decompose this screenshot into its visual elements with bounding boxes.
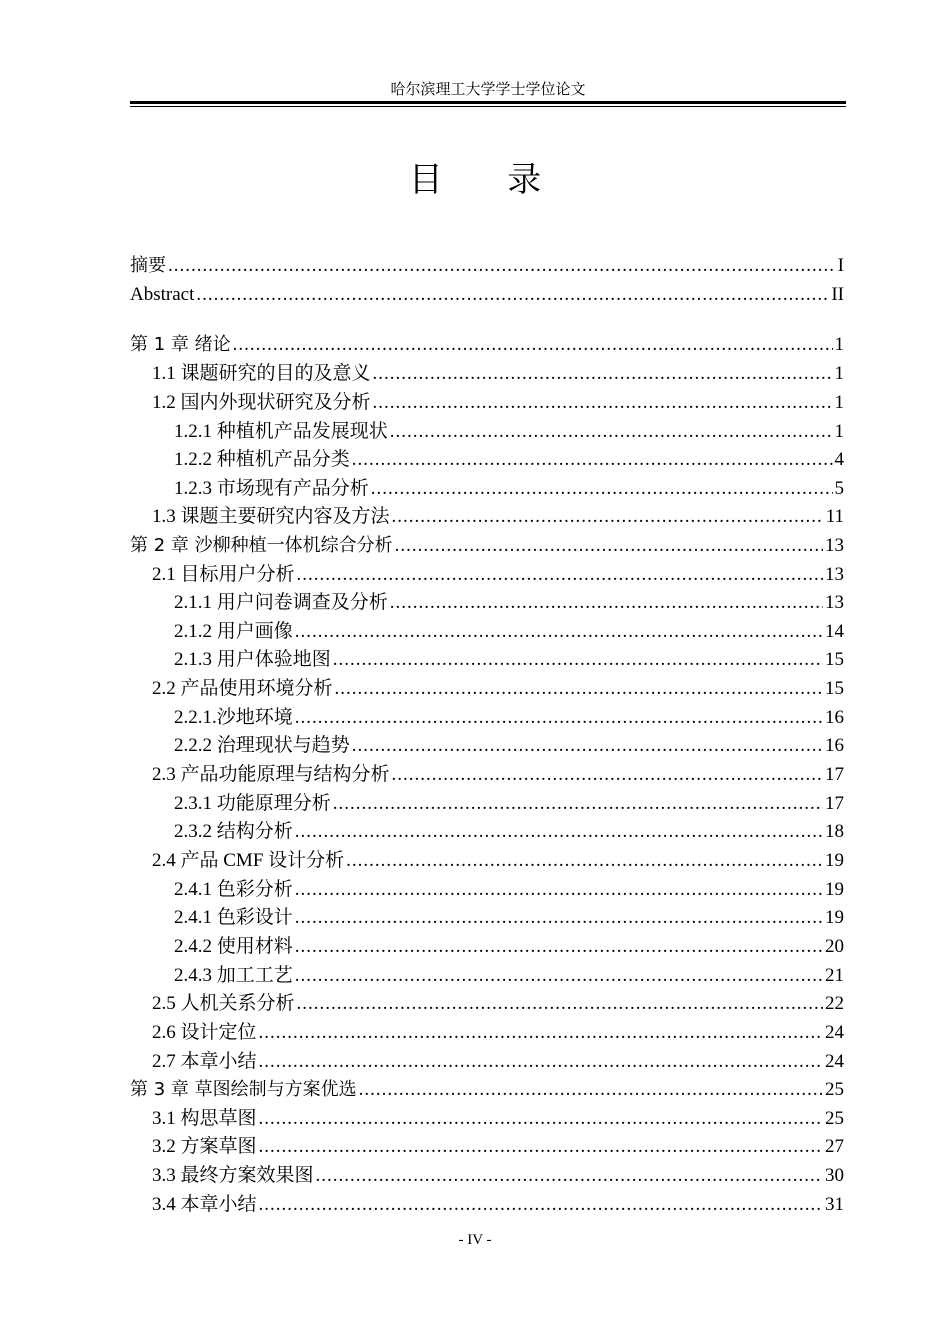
toc-entry-page: 19: [825, 879, 844, 900]
toc-entry[interactable]: [130, 331, 844, 357]
toc-entry-label: 3.2 方案草图: [152, 1136, 257, 1157]
toc-entry-page: 25: [825, 1108, 844, 1129]
toc-entry-page: 14: [825, 621, 844, 642]
toc-dot-leader: [233, 333, 833, 357]
toc-entry-page: 24: [825, 1051, 844, 1072]
toc-entry-page: 25: [825, 1079, 844, 1100]
toc-dot-leader: [352, 734, 823, 758]
toc-entry[interactable]: [152, 761, 844, 787]
toc-entry[interactable]: [174, 418, 844, 444]
toc-entry[interactable]: [152, 990, 844, 1016]
toc-dot-leader: [259, 1193, 823, 1217]
toc-entry-page: 24: [825, 1022, 844, 1043]
toc-entry-page: 1: [834, 392, 844, 413]
toc-entry-page: 17: [825, 793, 844, 814]
toc-dot-leader: [259, 1135, 823, 1159]
toc-dot-leader: [196, 283, 829, 307]
toc-dot-leader: [295, 706, 823, 730]
toc-entry-label: 3.1 构思草图: [152, 1108, 257, 1129]
running-header: 哈尔滨理工大学学士学位论文: [390, 82, 586, 98]
page-number-footer: - IV -: [458, 1232, 492, 1248]
toc-entry[interactable]: [152, 1162, 844, 1188]
toc-dot-leader: [295, 906, 823, 930]
toc-dot-leader: [352, 448, 833, 472]
toc-entry-label: 2.4.1 色彩设计: [174, 907, 293, 928]
toc-dot-leader: [392, 763, 823, 787]
toc-dot-leader: [373, 391, 833, 415]
toc-entry[interactable]: [174, 962, 844, 988]
toc-dot-leader: [297, 563, 823, 587]
toc-entry[interactable]: [174, 818, 844, 844]
toc-dot-leader: [346, 849, 823, 873]
toc-entry-label: 2.1.2 用户画像: [174, 621, 293, 642]
toc-entry-page: 13: [825, 535, 844, 556]
toc-dot-leader: [259, 1050, 823, 1074]
toc-entry-label: 2.4 产品 CMF 设计分析: [152, 850, 345, 871]
toc-dot-leader: [168, 254, 836, 278]
toc-entry-label: 2.2.1.沙地环境: [174, 707, 293, 728]
toc-entry-label: 1.3 课题主要研究内容及方法: [152, 506, 390, 527]
toc-entry-label: 1.2 国内外现状研究及分析: [152, 392, 371, 413]
toc-entry-page: 15: [825, 649, 844, 670]
toc-entry-label: 1.2.1 种植机产品发展现状: [174, 421, 388, 442]
toc-entry[interactable]: [174, 904, 844, 930]
toc-entry[interactable]: [130, 252, 844, 278]
toc-dot-leader: [390, 591, 823, 615]
toc-entry[interactable]: [152, 1133, 844, 1159]
toc-dot-leader: [295, 820, 823, 844]
toc-entry-page: II: [831, 284, 844, 305]
toc-dot-leader: [316, 1164, 823, 1188]
toc-entry[interactable]: [174, 732, 844, 758]
toc-entry[interactable]: [174, 704, 844, 730]
toc-dot-leader: [373, 362, 833, 386]
toc-entry[interactable]: [174, 646, 844, 672]
toc-entry-label: 第 1 章 绪论: [130, 334, 231, 355]
toc-dot-leader: [359, 1078, 823, 1102]
toc-entry-page: 16: [825, 707, 844, 728]
toc-entry-label: 2.6 设计定位: [152, 1022, 257, 1043]
toc-entry-label: 2.3.1 功能原理分析: [174, 793, 331, 814]
page-title: 目 录: [408, 162, 570, 199]
toc-entry-page: 4: [834, 449, 844, 470]
toc-entry[interactable]: [130, 281, 844, 307]
toc-entry-page: 16: [825, 735, 844, 756]
header-rule-thin: [130, 106, 846, 107]
toc-entry[interactable]: [152, 1019, 844, 1045]
toc-dot-leader: [259, 1107, 823, 1131]
toc-entry[interactable]: [174, 589, 844, 615]
toc-entry-page: 1: [834, 363, 844, 384]
toc-entry-page: 20: [825, 936, 844, 957]
toc-dot-leader: [371, 477, 833, 501]
toc-dot-leader: [295, 964, 823, 988]
toc-dot-leader: [259, 1021, 823, 1045]
toc-entry-page: 19: [825, 850, 844, 871]
toc-entry-page: I: [837, 255, 844, 276]
toc-entry-label: 2.1 目标用户分析: [152, 564, 295, 585]
toc-entry-label: 2.1.1 用户问卷调查及分析: [174, 592, 388, 613]
toc-entry-label: 2.4.2 使用材料: [174, 936, 293, 957]
toc-entry-page: 18: [825, 821, 844, 842]
toc-dot-leader: [295, 878, 823, 902]
toc-entry-label: 1.1 课题研究的目的及意义: [152, 363, 371, 384]
toc-entry-page: 1: [834, 421, 844, 442]
toc-dot-leader: [335, 677, 823, 701]
toc-dot-leader: [297, 992, 823, 1016]
toc-entry-label: 第 2 章 沙柳种植一体机综合分析: [130, 535, 393, 556]
toc-entry-page: 30: [825, 1165, 844, 1186]
toc-entry-page: 5: [834, 478, 844, 499]
toc-entry[interactable]: [152, 360, 844, 386]
toc-entry[interactable]: [152, 847, 844, 873]
toc-entry[interactable]: [174, 446, 844, 472]
toc-entry-label: 2.5 人机关系分析: [152, 993, 295, 1014]
toc-entry[interactable]: [152, 1105, 844, 1131]
toc-dot-leader: [392, 505, 824, 529]
toc-entry[interactable]: [130, 532, 844, 558]
toc-entry-page: 11: [825, 506, 844, 527]
toc-dot-leader: [333, 792, 823, 816]
toc-entry-label: 2.3 产品功能原理与结构分析: [152, 764, 390, 785]
toc-entry-label: 3.3 最终方案效果图: [152, 1165, 314, 1186]
toc-entry[interactable]: [152, 1191, 844, 1217]
toc-entry-label: 1.2.3 市场现有产品分析: [174, 478, 369, 499]
toc-entry[interactable]: [130, 1076, 844, 1102]
toc-entry[interactable]: [174, 790, 844, 816]
toc-entry-page: 13: [825, 592, 844, 613]
toc-dot-leader: [333, 648, 823, 672]
toc-entry[interactable]: [152, 1048, 844, 1074]
toc-entry-label: 2.7 本章小结: [152, 1051, 257, 1072]
toc-entry-page: 31: [825, 1194, 844, 1215]
toc-entry-label: 2.1.3 用户体验地图: [174, 649, 331, 670]
toc-entry-label: 2.4.3 加工工艺: [174, 965, 293, 986]
toc-entry[interactable]: [152, 389, 844, 415]
toc-entry-page: 15: [825, 678, 844, 699]
toc-entry[interactable]: [174, 475, 844, 501]
toc-entry-label: 2.4.1 色彩分析: [174, 879, 293, 900]
toc-entry[interactable]: [152, 561, 844, 587]
toc-entry-label: 1.2.2 种植机产品分类: [174, 449, 350, 470]
toc-entry-page: 27: [825, 1136, 844, 1157]
toc-entry[interactable]: [152, 675, 844, 701]
toc-entry-label: Abstract: [130, 284, 195, 305]
toc-dot-leader: [295, 620, 823, 644]
toc-entry-page: 1: [834, 334, 844, 355]
toc-entry-label: 2.3.2 结构分析: [174, 821, 293, 842]
toc-entry-page: 21: [825, 965, 844, 986]
toc-entry[interactable]: [174, 933, 844, 959]
toc-entry-label: 2.2 产品使用环境分析: [152, 678, 333, 699]
toc-entry-label: 3.4 本章小结: [152, 1194, 257, 1215]
toc-entry[interactable]: [174, 618, 844, 644]
toc-entry[interactable]: [174, 876, 844, 902]
toc-entry-label: 第 3 章 草图绘制与方案优选: [130, 1079, 357, 1100]
toc-entry-page: 17: [825, 764, 844, 785]
toc-entry-label: 摘要: [130, 255, 166, 276]
toc-dot-leader: [295, 935, 823, 959]
toc-entry-page: 22: [825, 993, 844, 1014]
toc-entry-label: 2.2.2 治理现状与趋势: [174, 735, 350, 756]
toc-entry-page: 19: [825, 907, 844, 928]
toc-entry-page: 13: [825, 564, 844, 585]
toc-entry[interactable]: [152, 503, 844, 529]
header-rule-thick: [130, 101, 846, 104]
toc-dot-leader: [395, 534, 823, 558]
toc-dot-leader: [390, 420, 833, 444]
